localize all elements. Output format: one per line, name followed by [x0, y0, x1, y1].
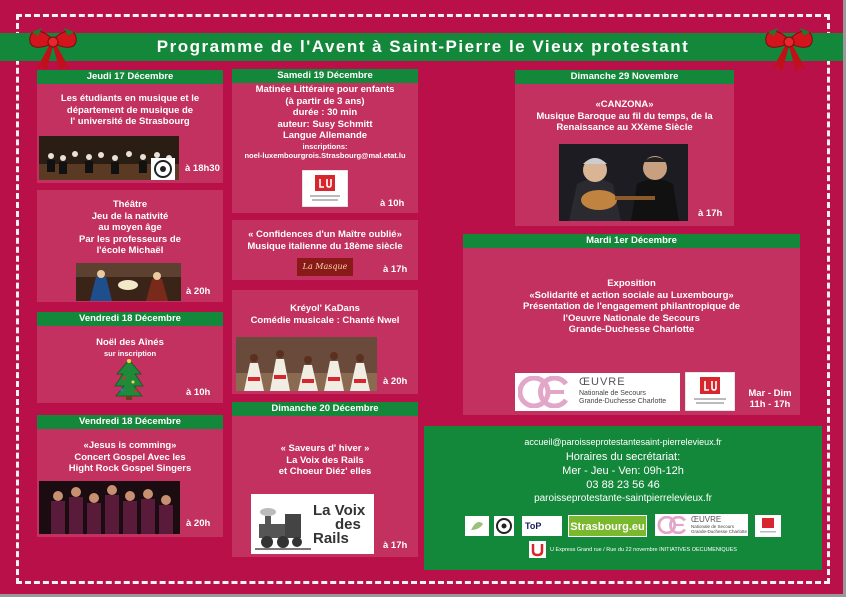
event-line: au moyen âge	[98, 222, 162, 233]
event-line: Hight Rock Gospel Singers	[68, 463, 192, 474]
event-line: Noël des Aînés	[96, 337, 164, 348]
event-line: Musique Baroque au fil du temps, de la	[536, 110, 713, 122]
event-description	[232, 84, 418, 160]
christmas-bow-icon	[26, 26, 80, 74]
university-logo	[151, 158, 175, 180]
logo-line: La Voix	[313, 502, 366, 519]
footer-sponsors-text: U Express Grand rue / Rue du 22 novembre INITIATIVES OECUMENIQUES	[550, 547, 737, 553]
event-time: à 17h	[383, 264, 408, 275]
event-date: Dimanche 20 Décembre	[232, 402, 418, 416]
event-description	[232, 443, 418, 478]
oeuvre-subtitle-line: Grande-Duchesse Charlotte	[579, 398, 667, 405]
event-line: l'Oeuvre Nationale de Secours	[563, 312, 700, 324]
event-line: «Jesus is comming»	[83, 440, 177, 451]
event-line: « Saveurs d' hiver »	[280, 443, 370, 454]
event-date: Dimanche 29 Novembre	[515, 70, 734, 84]
la-voix-des-rails-logo	[251, 494, 374, 554]
top-logo: ToP	[522, 516, 562, 536]
event-line: Comédie musicale : Chanté Nwel	[250, 314, 400, 326]
event-time: à 20h	[383, 376, 408, 387]
inscription-label: inscriptions:	[302, 141, 348, 151]
oeuvre-subtitle-line: Nationale de Secours	[579, 390, 646, 397]
event-line: «CANZONA»	[595, 99, 654, 110]
event-description	[37, 93, 223, 128]
event-description	[515, 99, 734, 134]
event-time: à 10h	[186, 387, 211, 398]
event-line: et Choeur Diéz' elles	[278, 466, 372, 477]
event-line: Présentation de l'engagement philantropique de	[522, 301, 741, 312]
gospel-choir-photo	[39, 481, 180, 534]
secretariat-label: Horaires du secrétariat:	[565, 451, 681, 463]
luxembourg-institute-logo	[302, 170, 348, 207]
strasbourg-eu-logo: Strasbourg.eu	[568, 515, 647, 537]
event-hours: 11h - 17h	[749, 399, 791, 410]
oeuvre-subtitle-small	[691, 524, 747, 534]
oeuvre-nationale-logo-small	[655, 514, 748, 536]
event-line: Jeu de la nativité	[91, 210, 169, 222]
event-date: Mardi 1er Décembre	[463, 234, 800, 248]
la-masque-logo: La Masque	[297, 258, 353, 276]
nativity-painting	[76, 263, 181, 301]
logo-line: Rails	[313, 530, 349, 547]
event-description	[463, 278, 800, 336]
event-time-range	[747, 388, 793, 410]
page-title: Programme de l'Avent à Saint-Pierre le Vieux protestant	[156, 37, 690, 56]
event-line: Concert Gospel Avec les	[74, 451, 186, 463]
christmas-tree-icon	[114, 358, 144, 400]
event-date: Vendredi 18 Décembre	[37, 312, 223, 326]
oeuvre-subtitle-line: Grande-Duchesse Charlotte	[691, 529, 748, 534]
event-line: Matinée Littéraire pour enfants	[255, 84, 395, 95]
logo-text	[313, 504, 371, 546]
event-description	[37, 440, 223, 475]
event-line: Par les professeurs de	[79, 233, 181, 245]
musicians-photo	[559, 144, 688, 221]
oeuvre-title-small: ŒUVRE	[691, 515, 722, 524]
event-description	[37, 337, 223, 358]
event-line: La Voix des Rails	[286, 454, 364, 466]
event-line: (à partir de 3 ans)	[285, 95, 365, 107]
oeuvre-subtitle-line: Nationale de Secours	[691, 524, 735, 529]
university-logo	[494, 516, 514, 536]
oeuvre-nationale-logo	[515, 373, 680, 411]
inscription-email: noel-luxembourgrois.Strasbourg@mal.etat.lu	[244, 150, 406, 160]
event-line: l' université de Strasbourg	[70, 116, 190, 127]
event-line: Renaissance au XXème Siècle	[556, 122, 693, 133]
oeuvre-subtitle	[579, 390, 666, 406]
event-line: sur inscription	[103, 348, 157, 358]
u-express-logo	[529, 541, 546, 558]
secretariat-hours: Mer - Jeu - Ven: 09h-12h	[562, 465, 684, 477]
locomotive-icon	[255, 506, 311, 550]
event-time: à 20h	[186, 286, 211, 297]
luxembourg-institute-logo	[755, 515, 781, 537]
event-description	[232, 229, 418, 252]
event-line: «Solidarité et action sociale au Luxembourg»	[529, 289, 734, 301]
event-time: à 20h	[186, 518, 211, 529]
event-line: Musique italienne du 18ème siècle	[247, 240, 403, 252]
event-line: auteur: Susy Schmitt	[277, 118, 373, 130]
event-line: Kréyol' KaDans	[290, 303, 360, 314]
event-line: Les étudiants en musique et le	[60, 93, 200, 104]
event-line: Langue Allemande	[282, 130, 368, 141]
contact-website[interactable]: paroisseprotestante-saintpierrelevieux.fr	[534, 493, 712, 504]
event-time: à 10h	[380, 198, 405, 209]
christmas-bow-icon	[762, 26, 816, 74]
dance-show-photo	[236, 337, 377, 391]
oeuvre-title: ŒUVRE	[579, 376, 626, 388]
sponsor-leaf-logo	[465, 516, 489, 536]
oeuvre-emblem-icon	[657, 516, 689, 534]
event-time: à 17h	[698, 208, 723, 219]
event-days: Mar - Dim	[748, 388, 792, 399]
event-line: « Confidences d'un Maître oublié»	[248, 229, 402, 240]
event-time: à 17h	[383, 540, 408, 551]
event-line: département de musique de	[66, 104, 194, 116]
event-line: Exposition	[607, 278, 656, 289]
event-date: Samedi 19 Décembre	[232, 69, 418, 83]
event-date: Vendredi 18 Décembre	[37, 415, 223, 429]
logo-line: des	[335, 516, 361, 533]
event-line: l'école Michaël	[96, 245, 164, 256]
event-description	[37, 199, 223, 257]
event-description	[232, 303, 418, 326]
event-line: durée : 30 min	[292, 107, 358, 118]
contact-phone: 03 88 23 56 46	[586, 479, 660, 491]
luxembourg-institute-logo	[685, 372, 735, 411]
contact-email[interactable]: accueil@paroisseprotestantesaint-pierrelevieux.fr	[524, 437, 722, 447]
event-line: Théâtre	[112, 199, 148, 210]
event-line: Grande-Duchesse Charlotte	[568, 324, 695, 335]
oeuvre-emblem-icon	[518, 376, 572, 408]
event-time: à 18h30	[185, 163, 220, 174]
event-date: Jeudi 17 Décembre	[37, 70, 223, 84]
